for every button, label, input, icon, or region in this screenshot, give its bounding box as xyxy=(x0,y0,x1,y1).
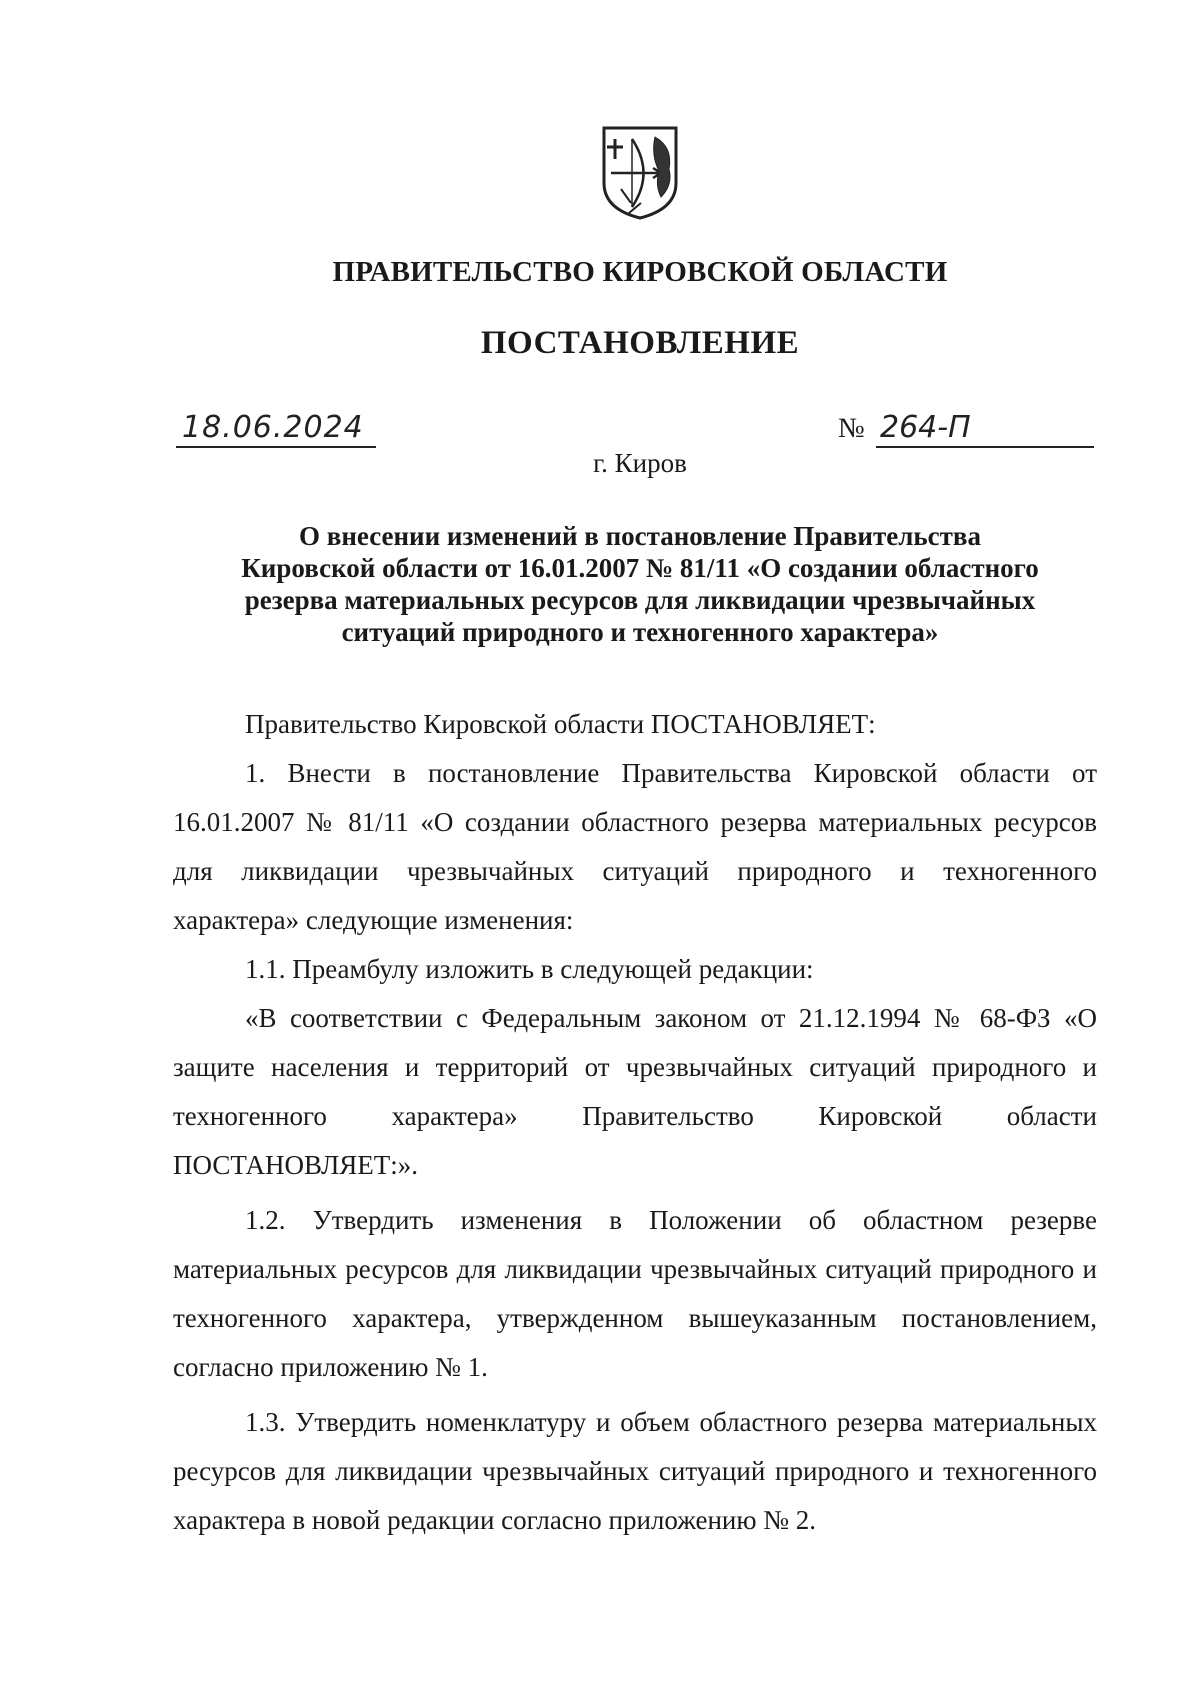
kirov-coat-of-arms-icon xyxy=(601,125,679,221)
number-label: № xyxy=(838,413,865,444)
paragraph-1-3: 1.3. Утвердить номенклатуру и объем областного резерва материальных ресурсов для ликвидации чрезвычайных ситуаций природного и техногенного характера в новой редакции согласно приложению № 2. xyxy=(173,1407,1097,1535)
document-date: 18.06.2024 xyxy=(176,410,376,448)
paragraph-1-2: 1.2. Утвердить изменения в Положении об областном резерве материальных ресурсов для ликвидации чрезвычайных ситуаций природного и техногенного характера, утвержденном вышеуказанным постановлением, согласно приложению № 1. xyxy=(173,1205,1097,1382)
heading-line: Кировской области от 16.01.2007 № 81/11 «О создании областного xyxy=(241,553,1039,583)
paragraph-preamble: Правительство Кировской области ПОСТАНОВЛЯЕТ: xyxy=(245,709,876,739)
heading-line: О внесении изменений в постановление Правительства xyxy=(299,521,981,551)
heading-line: ситуаций природного и техногенного характера» xyxy=(341,617,939,647)
paragraph-1-1: 1.1. Преамбулу изложить в следующей редакции: xyxy=(245,954,814,984)
document-number: 264-П xyxy=(876,410,1094,448)
document-type: ПОСТАНОВЛЕНИЕ xyxy=(480,325,800,361)
paragraph-1-1-text: «В соответствии с Федеральным законом от 21.12.1994 № 68-ФЗ «О защите населения и территорий от чрезвычайных ситуаций природного и техногенного характера» Правительство Кировской области ПОСТАНОВЛЯЕТ:». xyxy=(173,1003,1097,1180)
document-body xyxy=(173,700,1097,1545)
government-title: ПРАВИТЕЛЬСТВО КИРОВСКОЙ ОБЛАСТИ xyxy=(332,256,948,288)
heading-line: резерва материальных ресурсов для ликвидации чрезвычайных xyxy=(244,585,1036,615)
city: г. Киров xyxy=(593,448,687,478)
paragraph-1: 1. Внести в постановление Правительства Кировской области от 16.01.2007 № 81/11 «О создании областного резерва материальных ресурсов для ликвидации чрезвычайных ситуаций природного и техногенного характера» следующие изменения: xyxy=(173,758,1097,935)
document-heading xyxy=(220,520,1060,648)
